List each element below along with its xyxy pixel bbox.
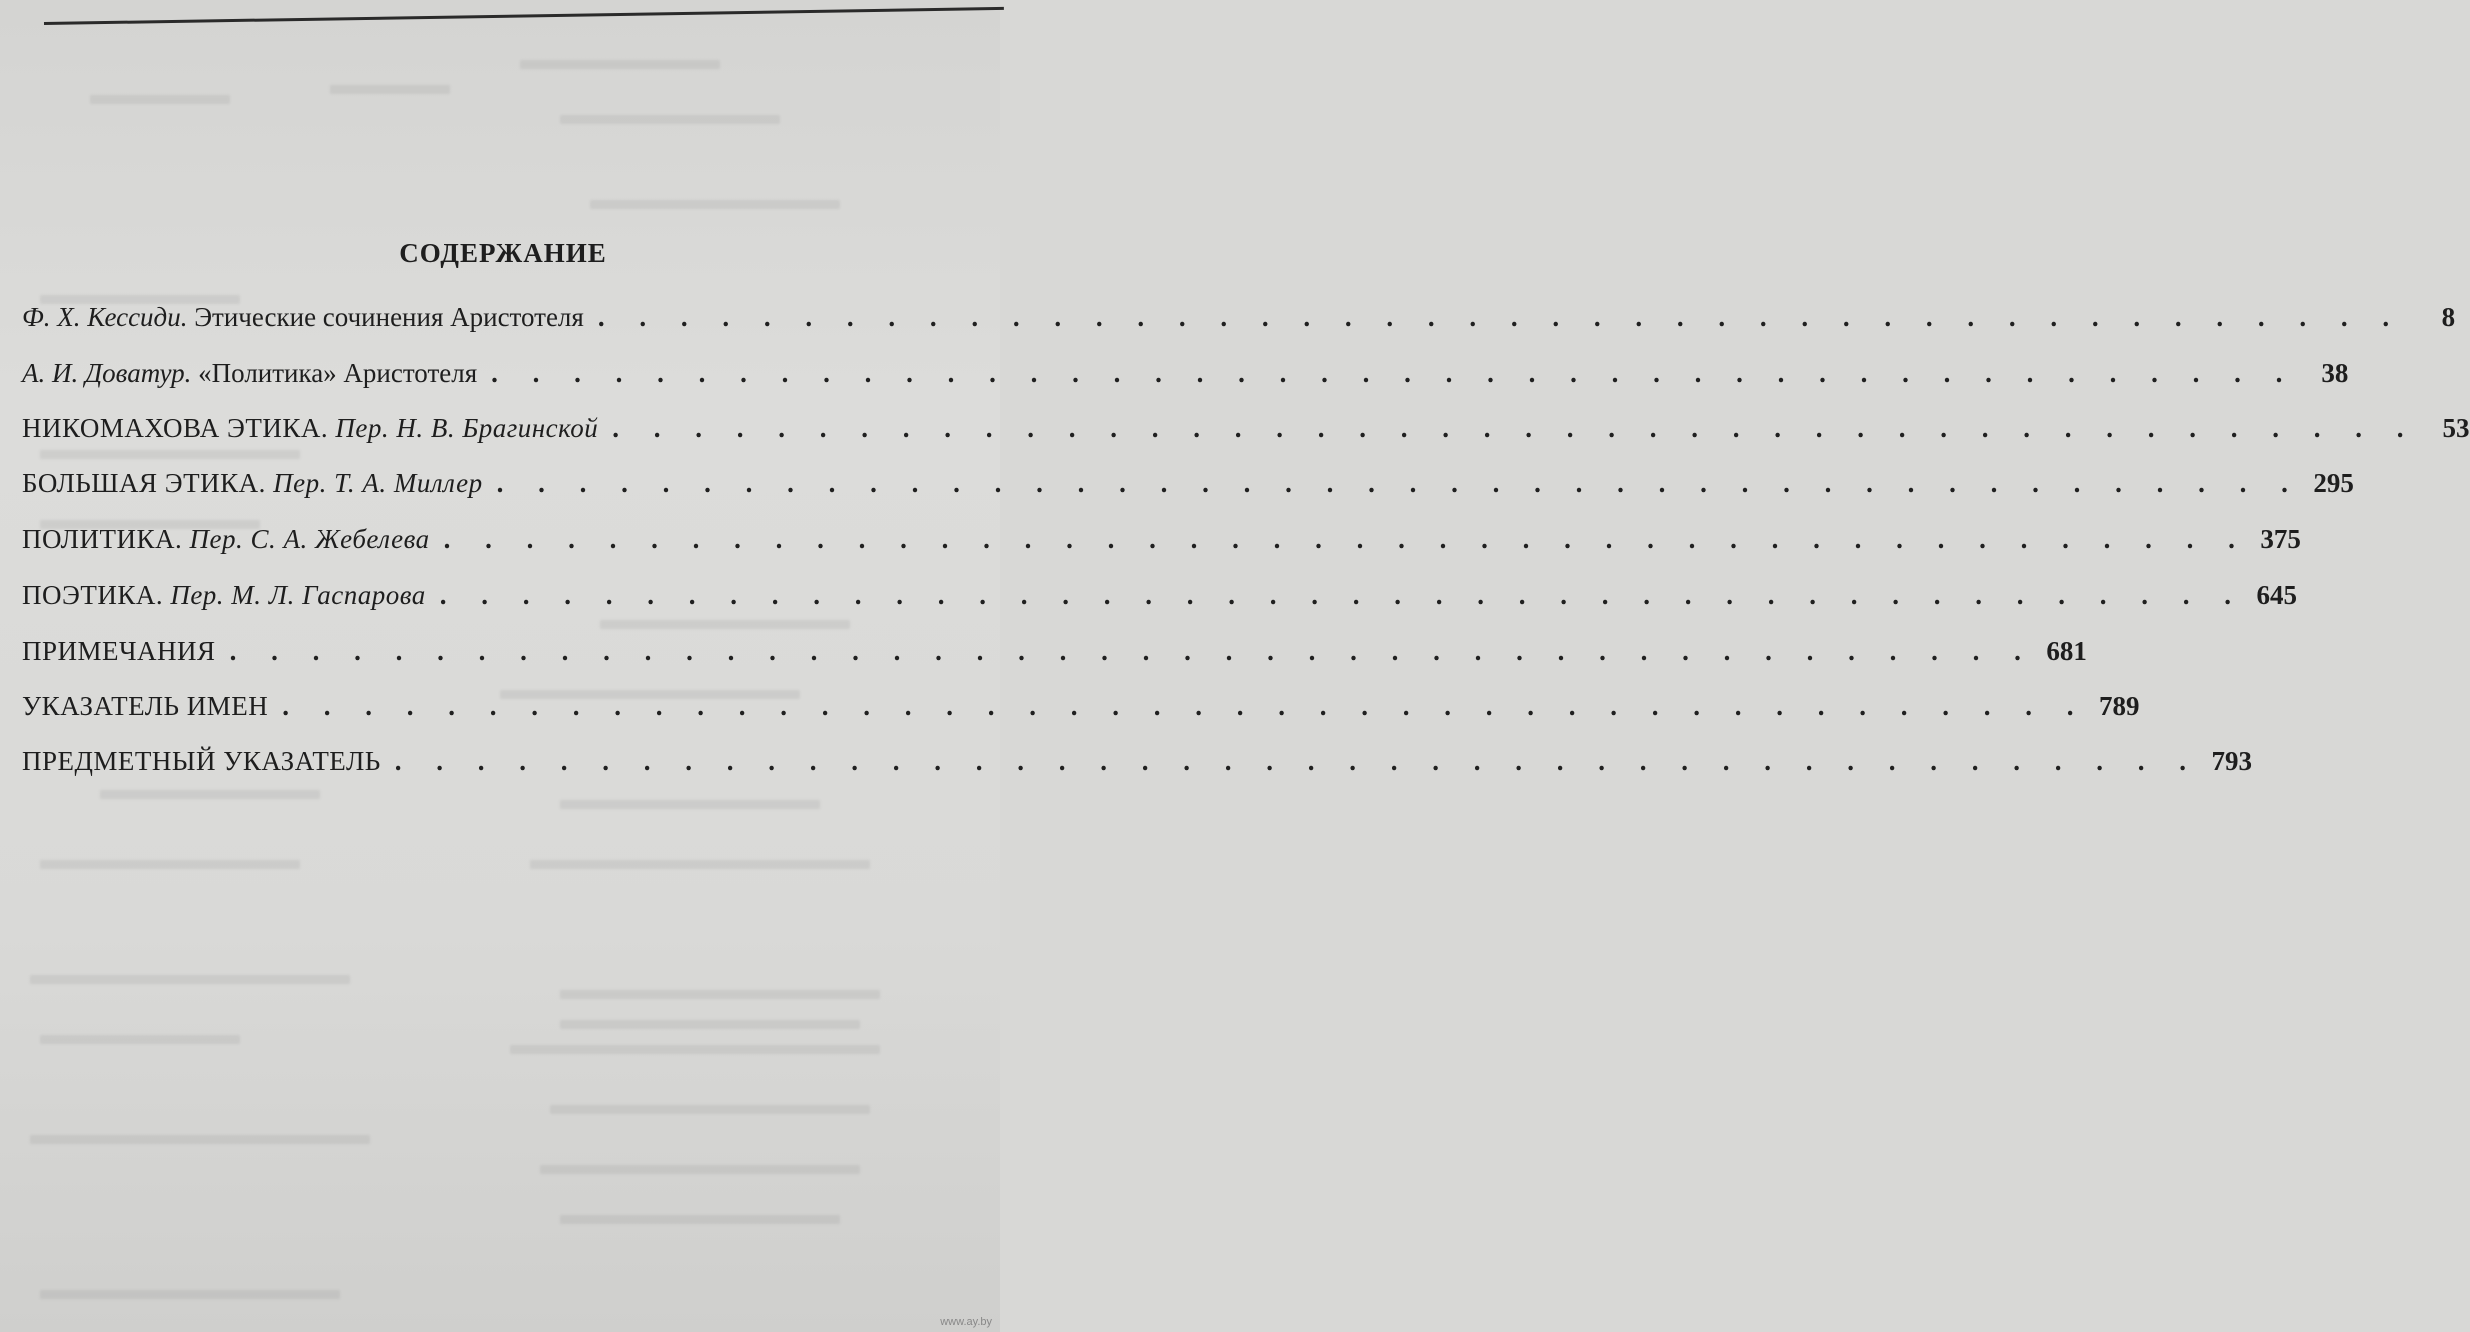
toc-entry-translator: Пер. С. А. Жебелева: [189, 524, 430, 554]
toc-entry-title: ПРЕДМЕТНЫЙ УКАЗАТЕЛЬ: [22, 746, 381, 776]
toc-entry-page: 645: [2256, 580, 2298, 610]
dot-leader: . . . . . . . . . . . . . . . . . . . . . . . . . . . . . . . . . . . . . . . . . . . .: [394, 746, 2201, 776]
toc-entry-label: [22, 302, 584, 333]
toc-entry: [22, 691, 2140, 731]
toc-entry-label: [22, 746, 381, 777]
toc-entry-page: 38: [2321, 358, 2349, 388]
toc-entry-translator: Пер. Н. В. Брагинской: [335, 413, 599, 443]
dot-leader: . . . . . . . . . . . . . . . . . . . . . . . . . . . . . . . . . . . . . . . . . . . .: [439, 580, 2246, 610]
watermark: www.ay.by: [940, 1316, 992, 1328]
dot-leader: . . . . . . . . . . . . . . . . . . . . . . . . . . . . . . . . . . . . . . . . . . . .: [491, 358, 2297, 388]
toc-entry: [22, 468, 2354, 508]
dot-leader: . . . . . . . . . . . . . . . . . . . . . . . . . . . . . . . . . . . . . . . . . . . .: [229, 636, 2035, 666]
toc-entry-label: [22, 580, 426, 611]
toc-entry-label: [22, 524, 430, 555]
dot-leader: . . . . . . . . . . . . . . . . . . . . . . . . . . . . . . . . . . . . . . . . . . . .: [612, 413, 2418, 443]
toc-entry-page: 8: [2441, 302, 2456, 332]
toc-entry-page: 793: [2211, 746, 2253, 776]
toc-entry-translator: Пер. М. Л. Гаспарова: [170, 580, 426, 610]
dot-leader: . . . . . . . . . . . . . . . . . . . . . . . . . . . . . . . . . . . . . . . . . . . .: [597, 302, 2404, 332]
dot-leader: . . . . . . . . . . . . . . . . . . . . . . . . . . . . . . . . . . . . . . . . . . . .: [496, 468, 2302, 498]
toc-entry-title: ПРИМЕЧАНИЯ: [22, 636, 216, 666]
toc-entry-translator: Пер. Т. А. Миллер: [273, 468, 483, 498]
dot-leader: . . . . . . . . . . . . . . . . . . . . . . . . . . . . . . . . . . . . . . . . . . . .: [282, 691, 2088, 721]
toc-entry-page: 53: [2442, 413, 2470, 443]
toc-entry-label: [22, 358, 477, 389]
toc-entry: [22, 524, 2301, 564]
toc-entry: [22, 358, 2349, 398]
toc-entry-author: А. И. Доватур.: [22, 358, 192, 388]
toc-entry: [22, 636, 2087, 676]
toc-entry-title: Этические сочинения Аристотеля: [194, 302, 584, 332]
toc-entry-title: ПОЛИТИКА.: [22, 524, 183, 554]
toc-entry-page: 295: [2313, 468, 2354, 498]
toc-entry-title: БОЛЬШАЯ ЭТИКА.: [22, 468, 266, 498]
toc-entry: [22, 413, 2470, 453]
toc-entry-title: НИКОМАХОВА ЭТИКА.: [22, 413, 329, 443]
toc-entry-label: [22, 468, 483, 499]
toc-entry: [22, 580, 2298, 620]
toc-entry: [22, 302, 2456, 342]
toc-entry-author: Ф. Х. Кессиди.: [22, 302, 188, 332]
toc-entry-label: [22, 413, 598, 444]
toc-entry-label: [22, 691, 268, 722]
toc-entry-page: 789: [2099, 691, 2140, 721]
toc-entry-title: УКАЗАТЕЛЬ ИМЕН: [22, 691, 269, 721]
toc-entry: [22, 746, 2253, 786]
page-title: СОДЕРЖАНИЕ: [399, 238, 607, 268]
dot-leader: . . . . . . . . . . . . . . . . . . . . . . . . . . . . . . . . . . . . . . . . . . . .: [443, 524, 2249, 554]
toc-entry-title: ПОЭТИКА.: [22, 580, 164, 610]
toc-entry-title: «Политика» Аристотеля: [198, 358, 478, 388]
toc-entry-page: 681: [2046, 636, 2087, 666]
top-rule-line: [44, 7, 1004, 25]
toc-entry-page: 375: [2260, 524, 2301, 554]
toc-entry-label: [22, 636, 216, 667]
